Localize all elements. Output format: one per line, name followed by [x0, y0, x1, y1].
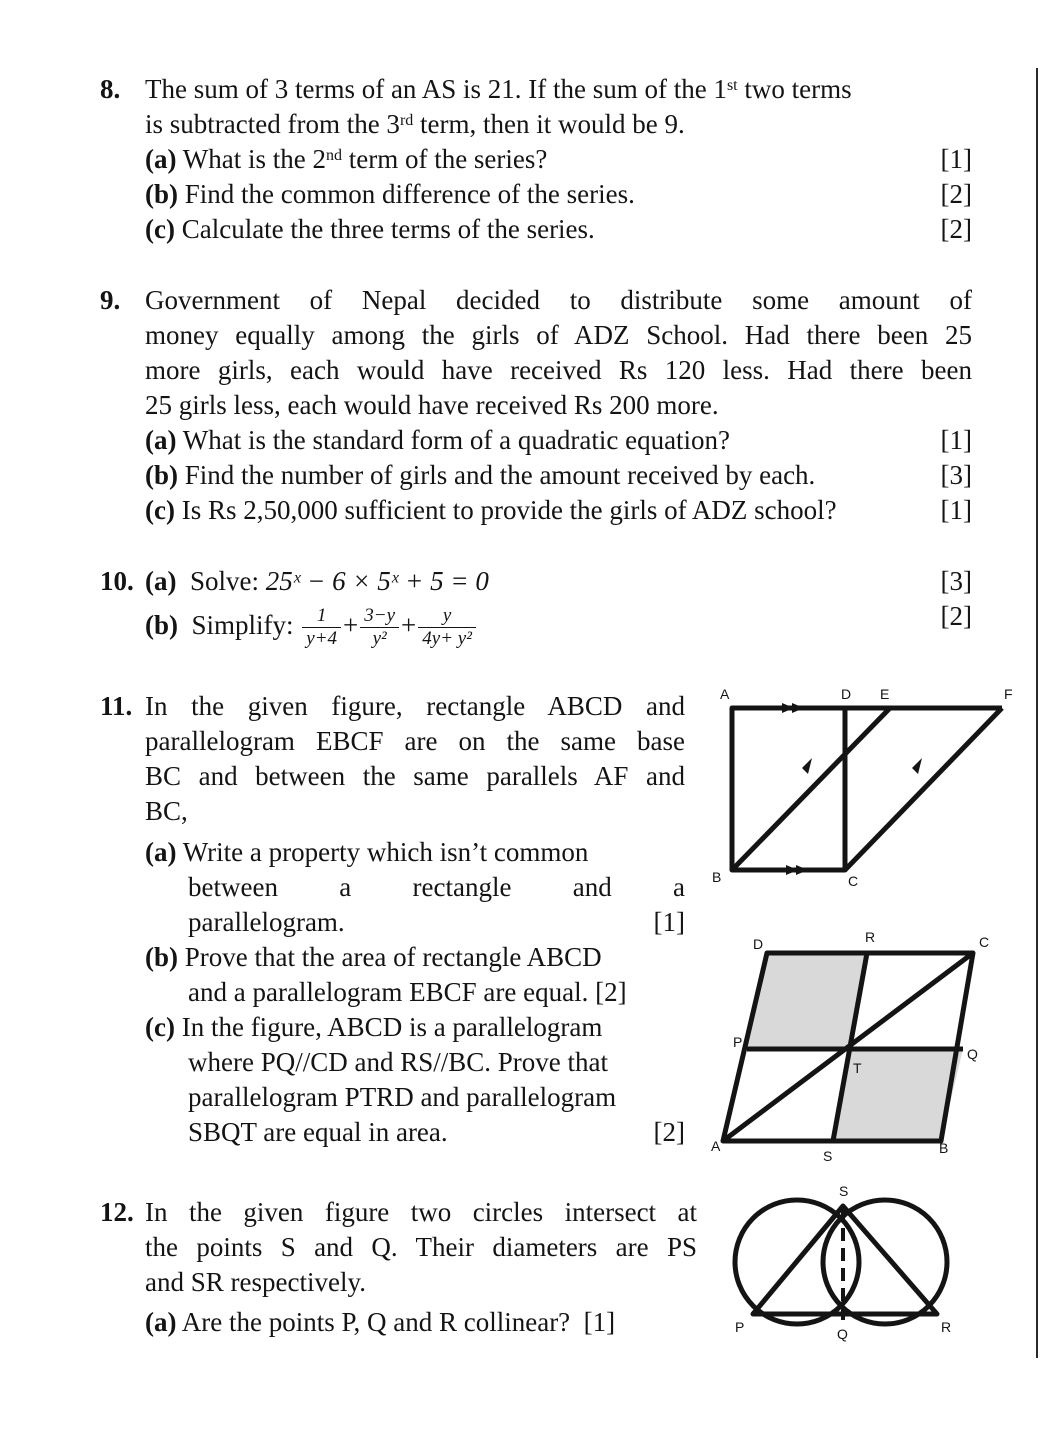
question-text-line: is subtracted from the 3rd term, then it would be 9. [145, 109, 685, 139]
question-text-line: the points S and Q. Their diameters are PS [145, 1232, 697, 1262]
vertex-label-d: D [753, 936, 764, 952]
marks: [3] [940, 566, 972, 596]
question-text-line: more girls, each would have received Rs 120 less. Had there been [145, 355, 972, 385]
question-text-line: Government of Nepal decided to distribute some amount of [145, 285, 972, 315]
figure-rectangle-parallelogram [700, 680, 1035, 895]
marks: [1] [940, 425, 972, 455]
vertex-label-e: E [880, 686, 890, 702]
question-text-line: money equally among the girls of ADZ School. Had there been 25 [145, 320, 972, 350]
point-label-q: Q [837, 1326, 848, 1342]
subquestion-b: (b) Find the number of girls and the amount received by each. [3] [145, 458, 972, 493]
question-text-line: BC, [145, 796, 188, 826]
vertex-label-c: C [979, 934, 990, 950]
vertex-label-s: S [823, 1148, 833, 1164]
subquestion-c: (c) In the figure, ABCD is a parallelogram [145, 1012, 603, 1042]
point-label-s: S [839, 1183, 849, 1199]
rectangle-abcd [732, 708, 845, 870]
subquestion-a: (a) Solve: 25ˣ − 6 × 5ˣ + 5 = 0 [3] [145, 564, 972, 599]
right-margin-rule [1036, 68, 1038, 1358]
subquestion-line: where PQ//CD and RS//BC. Prove that [188, 1047, 608, 1077]
question-text-line: parallelogram EBCF are on the same base [145, 726, 685, 756]
point-label-p: P [735, 1319, 745, 1335]
question-text-line: 25 girls less, each would have received Rs 200 more. [145, 390, 719, 420]
fraction: $\frac{y}{\text{4y+ y²}}$ [418, 605, 476, 650]
parallel-arrow-marks [782, 703, 922, 875]
point-label-r: R [941, 1319, 952, 1335]
marks: [2] [653, 1117, 685, 1147]
subquestion-line: between a rectangle and a [188, 872, 685, 902]
question-number: 12. [100, 1197, 134, 1227]
subquestion-c: (c) Is Rs 2,50,000 sufficient to provide the girls of ADZ school? [1] [145, 493, 972, 528]
vertex-label-f: F [1004, 686, 1013, 702]
subquestion-a: (a) What is the 2nd term of the series? [1] [145, 142, 972, 177]
marks: [2] [940, 179, 972, 209]
question-text-line: BC and between the same parallels AF and [145, 761, 685, 791]
marks: [2] [595, 977, 627, 1007]
vertex-label-b: B [939, 1140, 949, 1156]
subquestion-c: (c) Calculate the three terms of the series. [2] [145, 212, 972, 247]
marks: [2] [940, 214, 972, 244]
vertex-label-t: T [853, 1060, 862, 1076]
question-number: 9. [100, 285, 121, 315]
vertex-label-q: Q [967, 1046, 978, 1062]
vertex-label-a: A [720, 686, 730, 702]
fraction: $\frac{1}{y+4}$ [302, 605, 341, 650]
fraction: $\frac{3-y}{\text{y²}}$ [360, 605, 399, 650]
question-text-line: The sum of 3 terms of an AS is 21. If the sum of the 1st two terms [145, 74, 852, 104]
subquestion-line: parallelogram. [1] [188, 905, 685, 940]
marks: [2] [940, 601, 972, 631]
marks: [1] [653, 907, 685, 937]
marks: [1] [940, 495, 972, 525]
subquestion-a: (a) Write a property which isn’t common [145, 837, 589, 867]
question-text-line: In the given figure, rectangle ABCD and [145, 691, 685, 721]
subquestion-line: and a parallelogram EBCF are equal. [2] [188, 977, 627, 1007]
figure-parallelogram-abcd [705, 925, 1005, 1165]
marks: [3] [940, 460, 972, 490]
question-text-line: In the given figure two circles intersect at [145, 1197, 697, 1227]
vertex-label-r: R [865, 929, 876, 945]
vertex-label-d: D [841, 686, 852, 702]
question-text-line: and SR respectively. [145, 1267, 366, 1297]
subquestion-b: (b) Find the common difference of the series. [2] [145, 177, 972, 212]
vertex-label-c: C [848, 873, 859, 889]
vertex-label-p: P [733, 1034, 743, 1050]
subquestion-a: (a) Are the points P, Q and R collinear? [1] [145, 1307, 616, 1337]
question-number: 10. [100, 566, 134, 596]
question-number: 8. [100, 74, 121, 104]
subquestion-line: SBQT are equal in area. [2] [188, 1115, 685, 1150]
subquestion-b: (b) Simplify: $\frac{1}{y+4}$ + $\frac{3-y}{\text{y²}}$ + $\frac{y}{\text{4y+ y²}}$ [2] [145, 601, 972, 650]
vertex-label-a: A [711, 1138, 721, 1154]
marks: [1] [940, 144, 972, 174]
subquestion-line: parallelogram PTRD and parallelogram [188, 1082, 617, 1112]
figure-intersecting-circles [725, 1180, 970, 1345]
equation: 25ˣ − 6 × 5ˣ + 5 = 0 [265, 566, 489, 596]
question-number: 11. [100, 691, 133, 721]
subquestion-b: (b) Prove that the area of rectangle ABCD [145, 942, 602, 972]
marks: [1] [583, 1307, 616, 1337]
vertex-label-b: B [712, 869, 722, 885]
subquestion-a: (a) What is the standard form of a quadratic equation? [1] [145, 423, 972, 458]
